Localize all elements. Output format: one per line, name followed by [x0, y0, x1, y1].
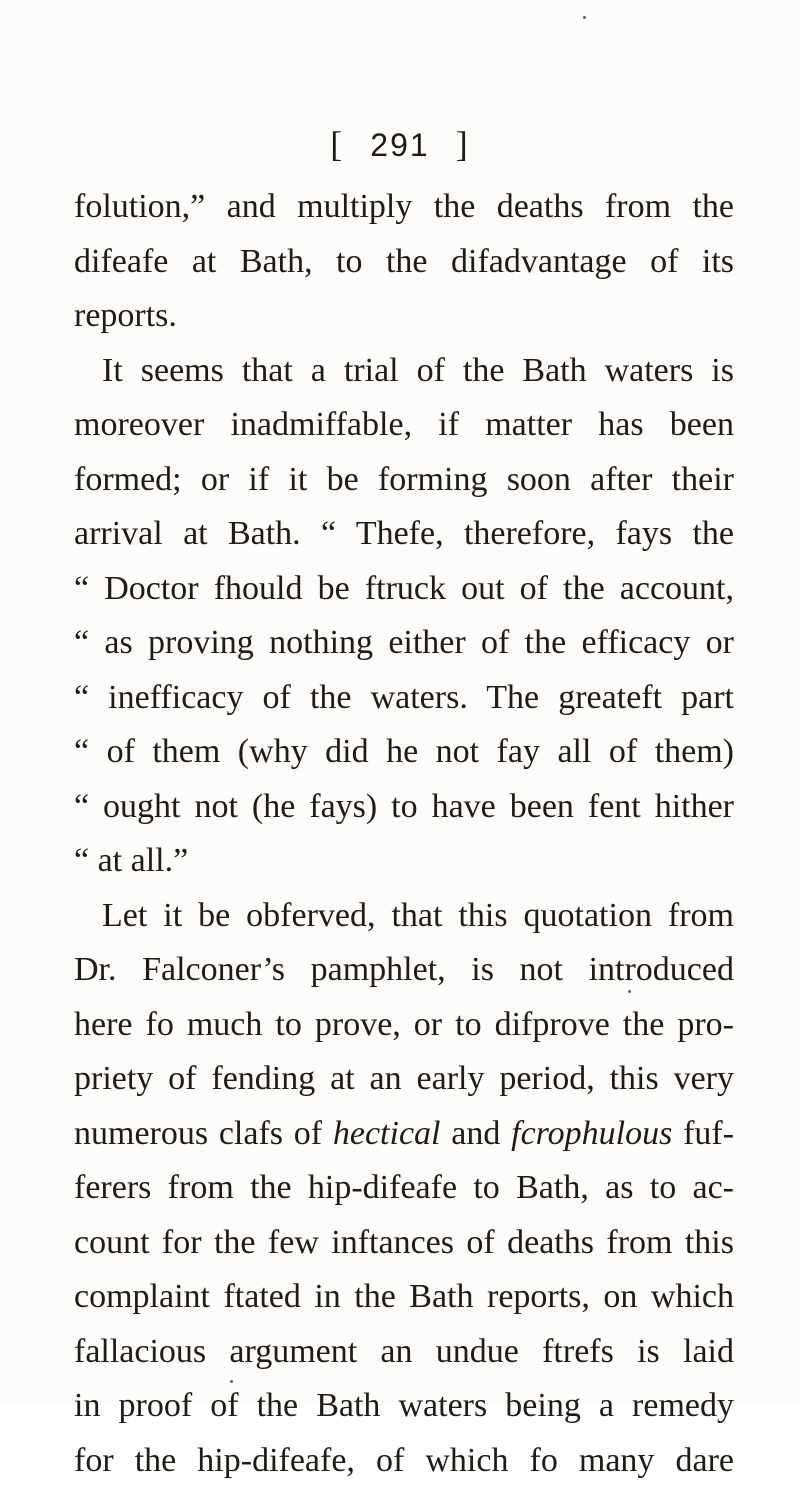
paper-speck: [628, 990, 631, 993]
text-line: “ Doctor fhould be ftruck out of the account,: [74, 562, 734, 617]
text-line: It seems that a trial of the Bath waters is: [74, 344, 734, 399]
text-line: ferers from the hip-difeafe to Bath, as to ac-: [74, 1161, 734, 1216]
bracket-close: ]: [456, 124, 470, 164]
text-line: here fo much to prove, or to difprove the pro-: [74, 998, 734, 1053]
text-fragment: fuf-: [683, 1115, 734, 1152]
text-line-mixed: [74, 1107, 734, 1162]
text-line: “ inefficacy of the waters. The greateft part: [74, 671, 734, 726]
text-line: Dr. Falconer’s pamphlet, is not introduced: [74, 943, 734, 998]
paper-speck: [583, 16, 586, 19]
page-header: [0, 123, 800, 165]
text-line: in proof of the Bath waters being a remedy: [74, 1379, 734, 1434]
text-line: difeafe at Bath, to the difadvantage of its: [74, 235, 734, 290]
paper-speck: [230, 1380, 233, 1383]
italic-term-fcrophulous: fcrophulous: [511, 1115, 672, 1152]
text-line: priety of fending at an early period, this very: [74, 1052, 734, 1107]
text-fragment: and: [451, 1115, 500, 1152]
text-line: “ ought not (he fays) to have been fent hither: [74, 780, 734, 835]
text-line: complaint ftated in the Bath reports, on which: [74, 1270, 734, 1325]
text-line: “ at all.”: [74, 834, 734, 889]
text-line: fallacious argument an undue ftrefs is laid: [74, 1325, 734, 1380]
page-number: 291: [370, 127, 429, 163]
body-text: [74, 180, 734, 1488]
italic-term-hectical: hectical: [333, 1115, 441, 1152]
text-fragment: numerous clafs of: [74, 1115, 322, 1152]
text-line: folution,” and multiply the deaths from the: [74, 180, 734, 235]
text-line: count for the few inftances of deaths from this: [74, 1216, 734, 1271]
text-line: “ as proving nothing either of the efficacy or: [74, 616, 734, 671]
text-line: arrival at Bath. “ Thefe, therefore, fays the: [74, 507, 734, 562]
text-line: for the hip-difeafe, of which fo many dare: [74, 1434, 734, 1488]
text-line: moreover inadmiffable, if matter has been: [74, 398, 734, 453]
bracket-open: [: [330, 124, 344, 164]
text-line: “ of them (why did he not fay all of them): [74, 725, 734, 780]
text-line: formed; or if it be forming soon after their: [74, 453, 734, 508]
text-line: reports.: [74, 289, 734, 344]
text-line: Let it be obferved, that this quotation from: [74, 889, 734, 944]
